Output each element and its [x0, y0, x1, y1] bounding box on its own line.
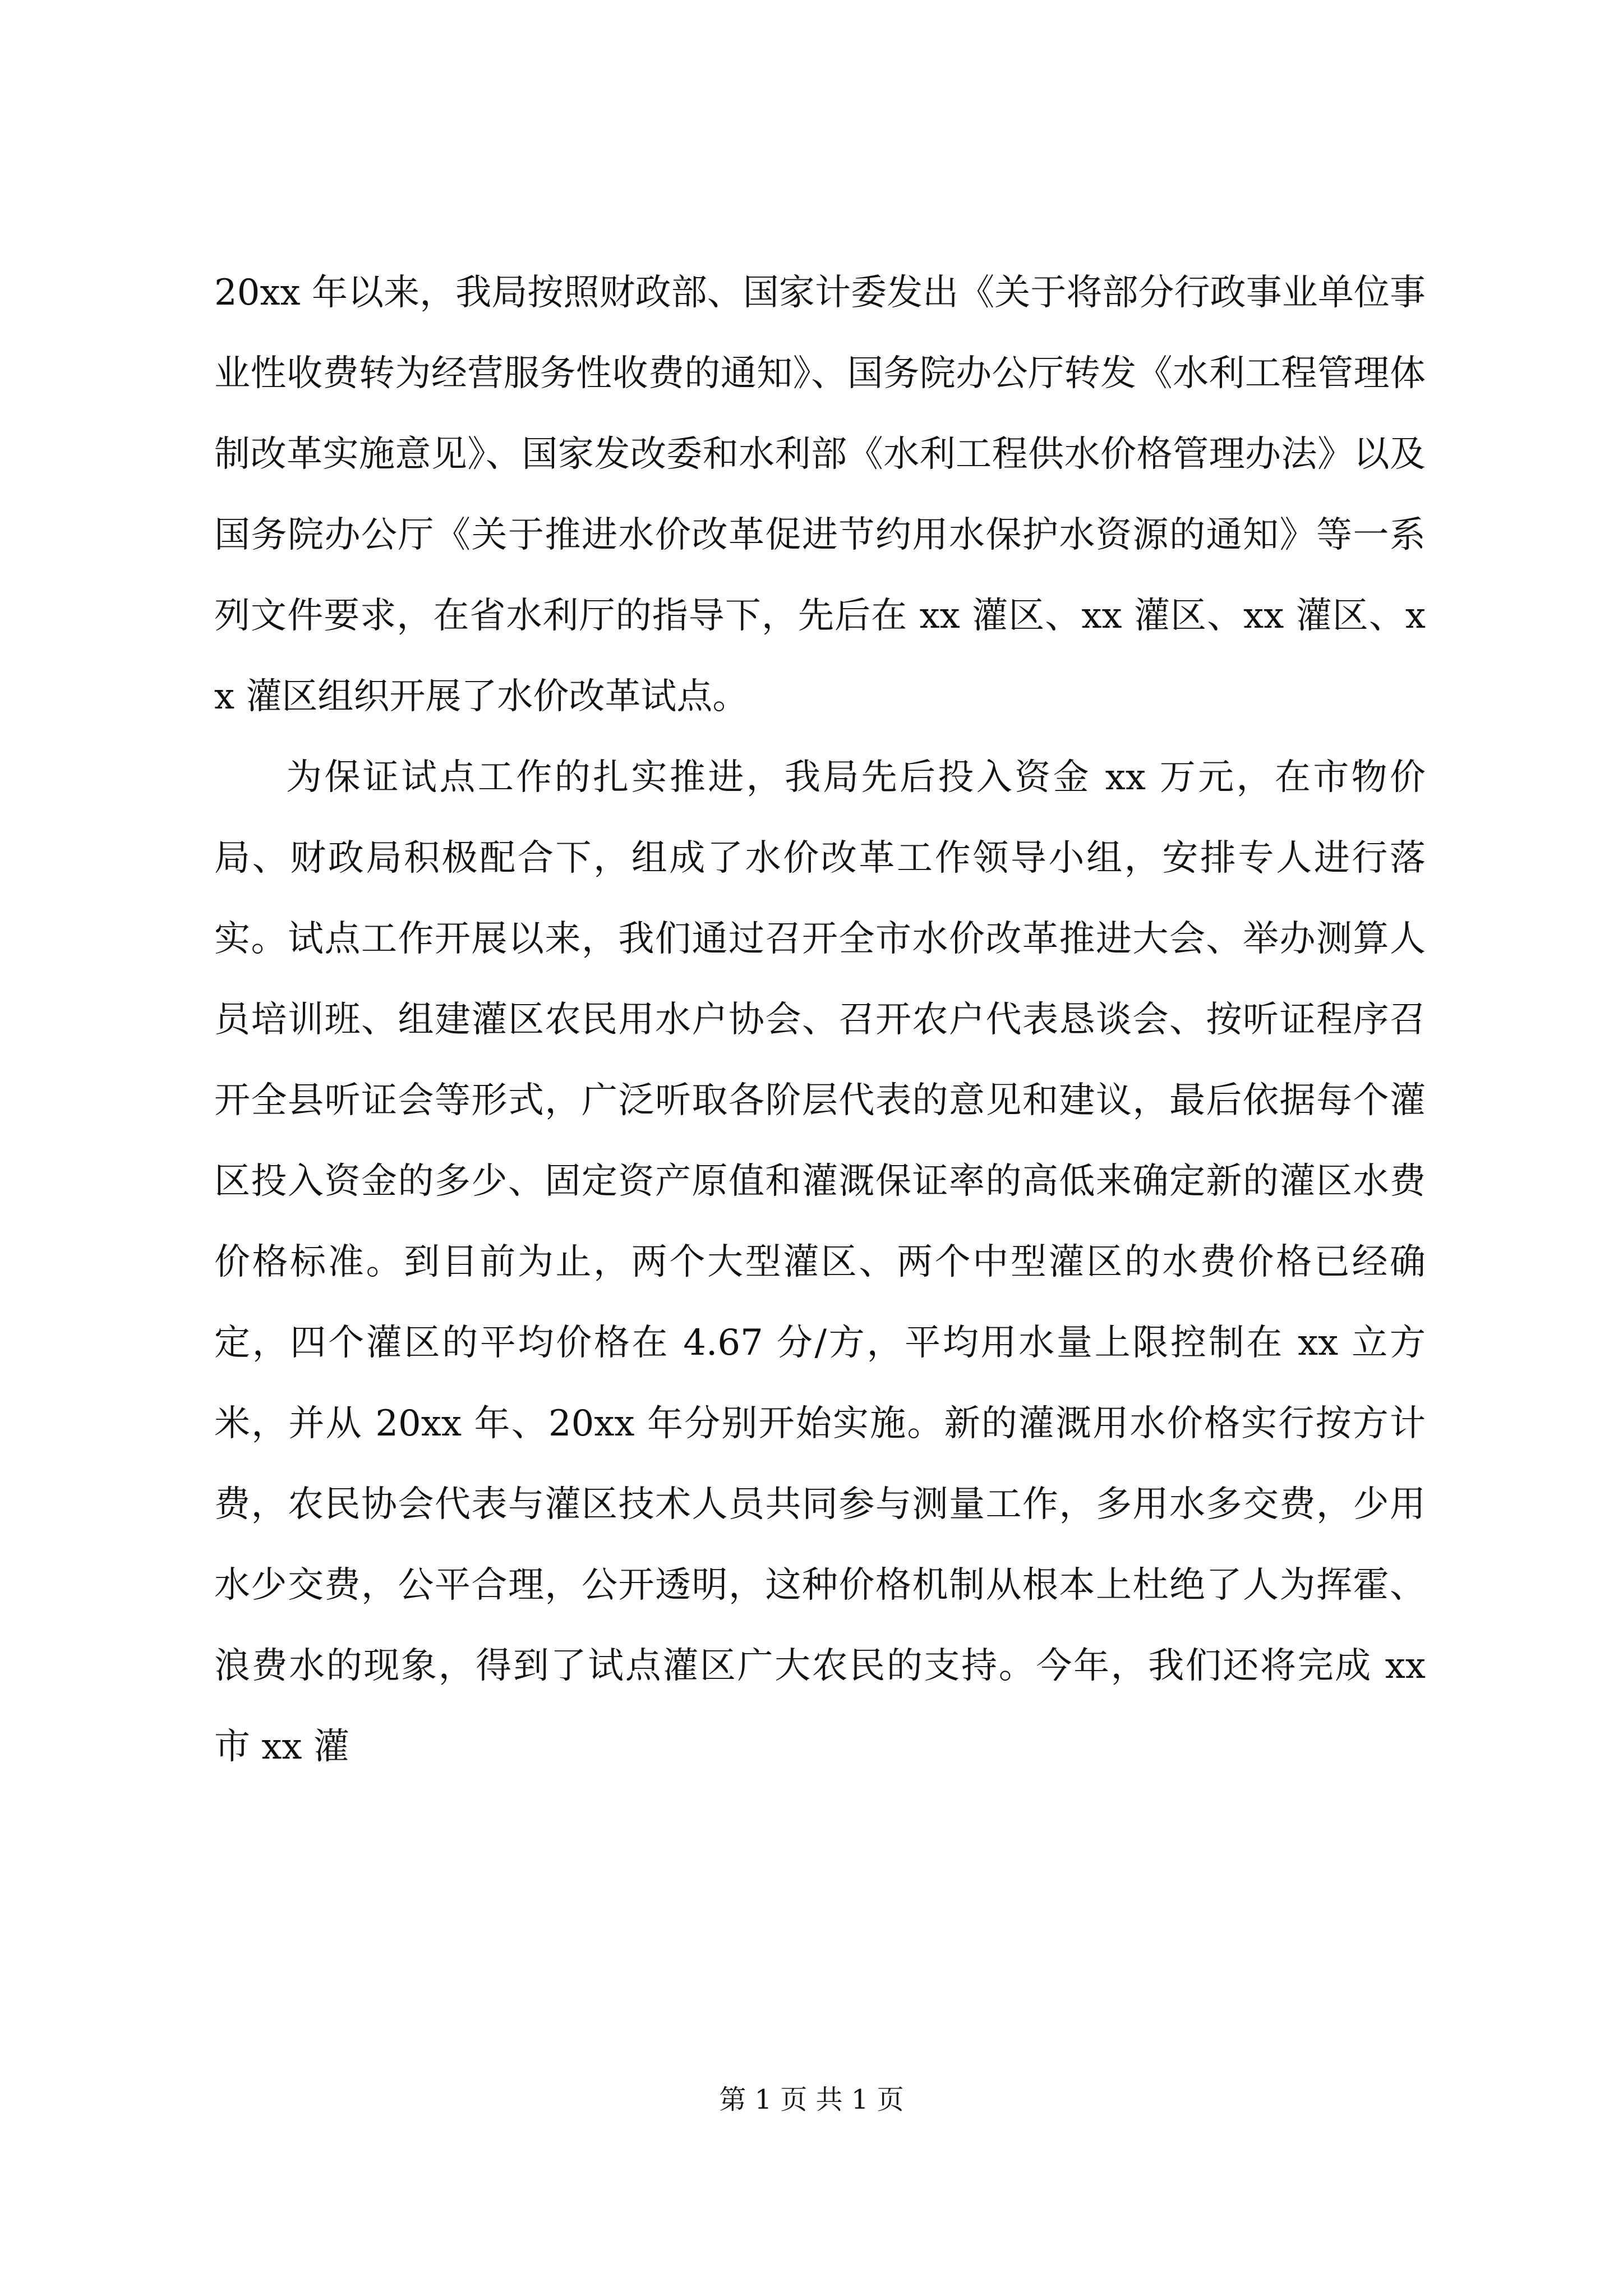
- paragraph-1: 20xx 年以来，我局按照财政部、国家计委发出《关于将部分行政事业单位事业性收费转为经营服务性收费的通知》、国务院办公厅转发《水利工程管理体制改革实施意见》、国家发改委和水利部《水利工程供水价格管理办法》以及国务院办公厅《关于推进水价改革促进节约用水保护水资源的通知》等一系列文件要求，在省水利厅的指导下，先后在 xx 灌区、xx 灌区、xx 灌区、xx 灌区组织开展了水价改革试点。: [214, 272, 1426, 717]
- document-body: [214, 252, 1426, 1787]
- paragraph-2: 为保证试点工作的扎实推进，我局先后投入资金 xx 万元，在市物价局、财政局积极配合下，组成了水价改革工作领导小组，安排专人进行落实。试点工作开展以来，我们通过召开全市水价改革推进大会、举办测算人员培训班、组建灌区农民用水户协会、召开农户代表恳谈会、按听证程序召开全县听证会等形式，广泛听取各阶层代表的意见和建议，最后依据每个灌区投入资金的多少、固定资产原值和灌溉保证率的高低来确定新的灌区水费价格标准。到目前为止，两个大型灌区、两个中型灌区的水费价格已经确定，四个灌区的平均价格在 4.67 分/方，平均用水量上限控制在 xx 立方米，并从 20xx 年、20xx 年分别开始实施。新的灌溉用水价格实行按方计费，农民协会代表与灌区技术人员共同参与测量工作，多用水多交费，少用水少交费，公平合理，公开透明，这种价格机制从根本上杜绝了人为挥霍、浪费水的现象，得到了试点灌区广大农民的支持。今年，我们还将完成 xx 市 xx 灌: [214, 757, 1426, 1768]
- page-footer: 第 1 页 共 1 页: [719, 2084, 904, 2115]
